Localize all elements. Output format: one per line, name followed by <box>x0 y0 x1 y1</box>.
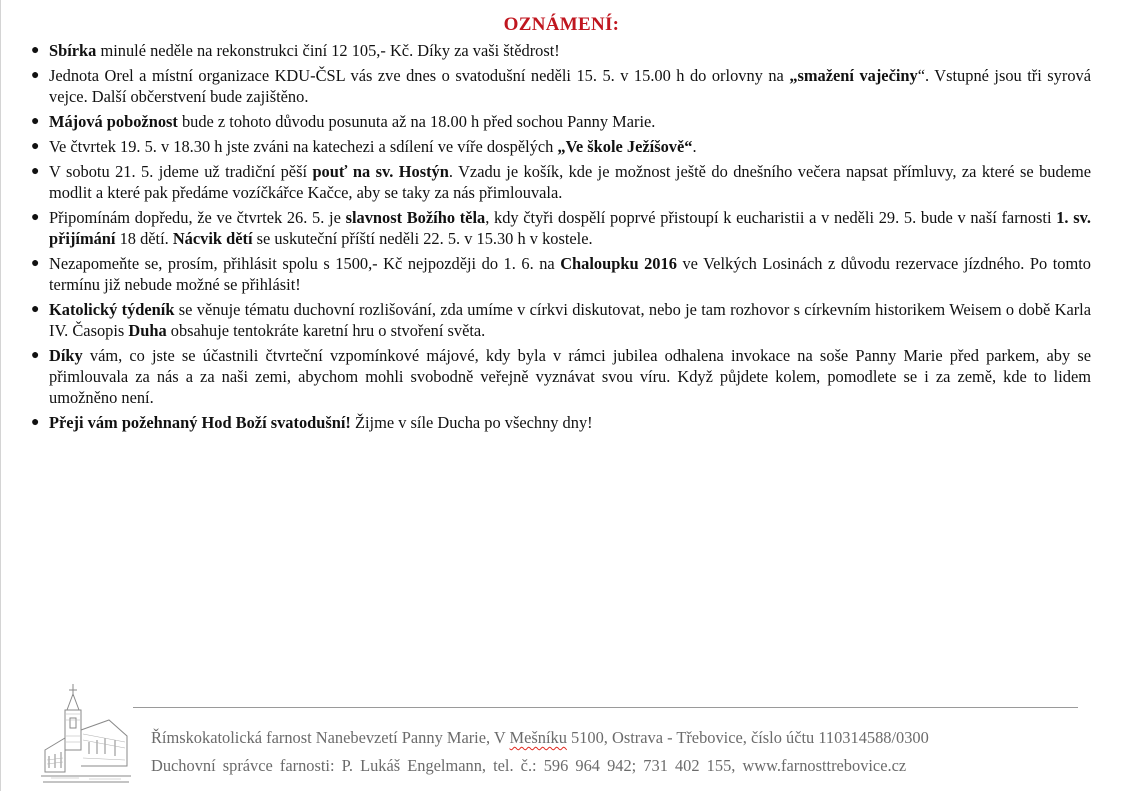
bullet-icon: ● <box>31 68 40 83</box>
notice-item <box>27 412 1091 433</box>
notice-emphasis: slavnost Božího těla <box>345 208 486 227</box>
footer <box>151 724 1081 780</box>
notice-text: Žijme v síle Ducha po všechny dny! <box>350 413 593 432</box>
notice-emphasis: 1. sv. přijímání <box>49 208 1091 248</box>
notice-text: . <box>692 137 697 156</box>
notice-item <box>27 65 1091 107</box>
footer-address <box>151 724 1081 752</box>
bullet-icon: ● <box>31 210 40 225</box>
notice-item <box>27 136 1091 157</box>
notice-item <box>27 207 1091 249</box>
notice-emphasis: „Ve škole Ježíšově“ <box>557 137 693 156</box>
notice-text: vám, co jste se účastnili čtvrteční vzpomínkové májové, kdy byla v rámci jubilea odhalena invokace na soše Panny Marie před parkem, aby se přimlouvala za nás a za naši zemi, abychom mohli svobodně veřejně vyznávat svou víru. Když půjdete kolem, pomodlete se i za země, kde to lidem umožněno není. <box>49 346 1091 407</box>
notice-text: minulé neděle na rekonstrukci činí 12 105,- Kč. Díky za vaši štědrost! <box>96 41 560 60</box>
notice-item <box>27 161 1091 203</box>
notice-text: Připomínám dopředu, že ve čtvrtek 26. 5. je <box>49 208 346 227</box>
footer-address-part: Římskokatolická farnost Nanebevzetí Panny Marie, V <box>151 728 510 747</box>
notice-emphasis: „smažení vaječiny <box>789 66 918 85</box>
notice-emphasis: Díky <box>49 346 83 365</box>
notice-text: 18 dětí. <box>115 229 173 248</box>
notice-item <box>27 253 1091 295</box>
notice-text: ve Velkých Losinách z důvodu rezervace jízdného. Po tomto termínu již nebude možné se přihlásit! <box>49 254 1091 294</box>
bullet-icon: ● <box>31 114 40 129</box>
notice-emphasis: Májová pobožnost <box>49 112 178 131</box>
notice-text: Jednota Orel a místní organizace KDU-ČSL vás zve dnes o svatodušní neděli 15. 5. v 15.00 h do orlovny na <box>49 66 790 85</box>
bullet-icon: ● <box>31 256 40 271</box>
bullet-icon: ● <box>31 164 40 179</box>
footer-contact: Duchovní správce farnosti: P. Lukáš Engelmann, tel. č.: 596 964 942; 731 402 155, www.farnosttrebovice.cz <box>151 756 907 775</box>
notice-emphasis: Katolický týdeník <box>49 300 175 319</box>
notice-list <box>27 40 1091 437</box>
church-logo <box>39 680 133 788</box>
notice-text: se věnuje tématu duchovní rozlišování, zda umíme v církvi diskutovat, nebo je tam rozhovor s církevním historikem Weisem o době Karla IV. Časopis <box>49 300 1092 340</box>
notice-text: “. Vstupné jsou tři syrová vejce. Další občerstvení bude zajištěno. <box>49 66 1091 106</box>
footer-street: Mešníku <box>509 728 567 747</box>
notice-emphasis: Sbírka <box>49 41 97 60</box>
notice-item <box>27 111 1091 132</box>
notice-text: . Vzadu je košík, kde je možnost ještě do dnešního večera napsat přímluvy, za které se budeme modlit a které pak předáme vozíčkářce Kačce, aby se taky za nás přimlouvala. <box>49 162 1091 202</box>
bullet-icon: ● <box>31 302 40 317</box>
footer-address-part: 5100, Ostrava - Třebovice, číslo účtu 110314588/0300 <box>566 728 929 747</box>
notice-emphasis: pouť na sv. Hostýn <box>312 162 449 181</box>
bullet-icon: ● <box>31 348 40 363</box>
footer-divider <box>133 707 1078 708</box>
notice-text: se uskuteční příští neděli 22. 5. v 15.30 h v kostele. <box>252 229 593 248</box>
bullet-icon: ● <box>31 139 40 154</box>
notice-text: V sobotu 21. 5. jdeme už tradiční pěší <box>49 162 313 181</box>
bullet-icon: ● <box>31 415 40 430</box>
notice-text: Nezapomeňte se, prosím, přihlásit spolu s 1500,- Kč nejpozději do 1. 6. na <box>49 254 561 273</box>
notice-text: obsahuje tentokráte karetní hru o stvoření světa. <box>166 321 486 340</box>
notice-emphasis: Chaloupku 2016 <box>560 254 677 273</box>
notice-item <box>27 299 1091 341</box>
notice-emphasis: Přeji vám požehnaný Hod Boží svatodušní! <box>49 413 351 432</box>
bullet-icon: ● <box>31 43 40 58</box>
notice-emphasis: Nácvik dětí <box>172 229 253 248</box>
notice-item <box>27 40 1091 61</box>
notice-emphasis: Duha <box>128 321 167 340</box>
notice-item <box>27 345 1091 408</box>
notice-text: , kdy čtyři dospělí poprvé přistoupí k eucharistii a v neděli 29. 5. bude v naší farnosti <box>485 208 1057 227</box>
notice-text: bude z tohoto důvodu posunuta až na 18.00 h před sochou Panny Marie. <box>177 112 656 131</box>
page-title: OZNÁMENÍ: <box>503 14 620 35</box>
notice-text: Ve čtvrtek 19. 5. v 18.30 h jste zváni na katechezi a sdílení ve víře dospělých <box>49 137 558 156</box>
